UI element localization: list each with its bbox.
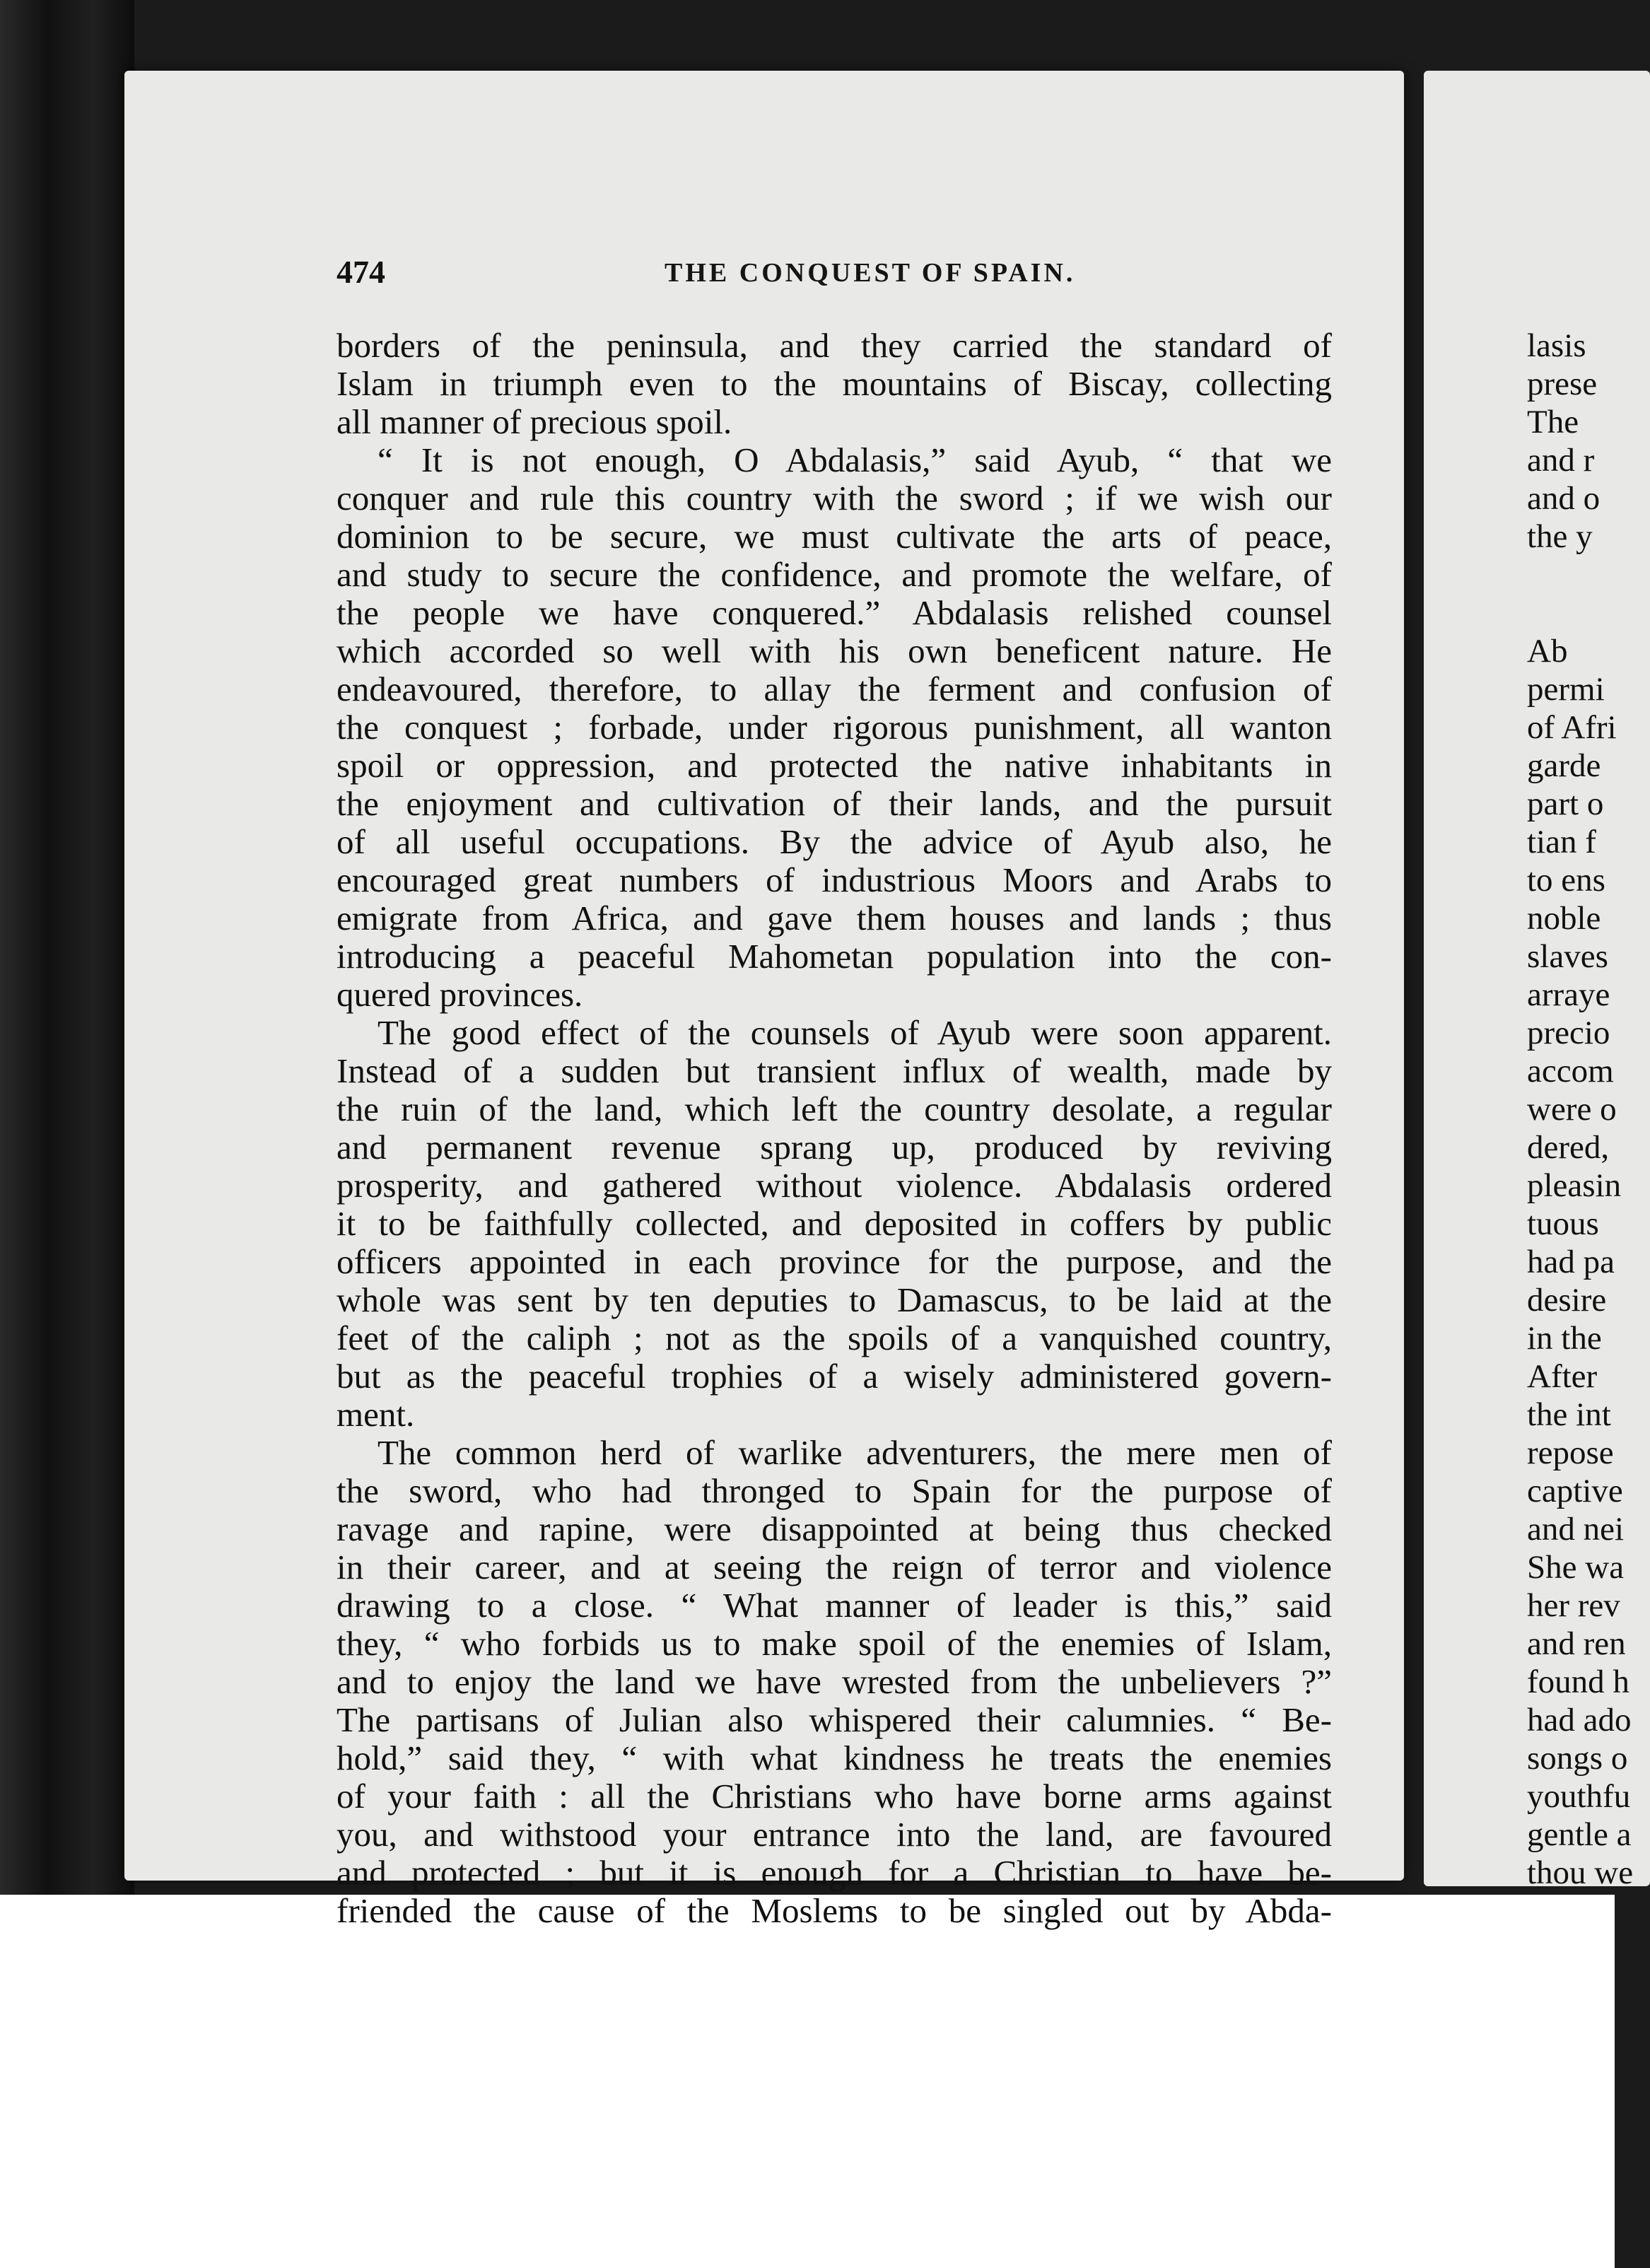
facing-line: desire [1527, 1282, 1607, 1319]
facing-line: and r [1527, 442, 1595, 479]
facing-line: arraye [1527, 976, 1610, 1013]
facing-page-text [1527, 327, 1634, 1892]
text-line: whole was sent by ten deputies to Damascus, to be laid at the [337, 1280, 1332, 1319]
text-line: which accorded so well with his own beneficent nature. He [337, 631, 1332, 670]
facing-line: gentle a [1527, 1816, 1632, 1853]
text-line: quered provinces. [337, 975, 583, 1014]
text-line: introducing a peaceful Mahometan population into the con- [337, 937, 1332, 976]
text-line: endeavoured, therefore, to allay the ferment and confusion of [337, 670, 1332, 708]
text-line: “ It is not enough, O Abdalasis,” said Ayub, “ that we [378, 440, 1332, 479]
facing-line: The [1527, 404, 1579, 440]
facing-line: of Afri [1527, 709, 1617, 746]
text-line: in their career, and at seeing the reign of terror and violence [337, 1548, 1332, 1586]
text-line: they, “ who forbids us to make spoil of the enemies of Islam, [337, 1624, 1332, 1663]
page-number: 474 [337, 254, 385, 290]
text-line: but as the peaceful trophies of a wisely administered govern- [337, 1357, 1332, 1396]
facing-line: prese [1527, 366, 1598, 402]
facing-line: had ado [1527, 1702, 1632, 1738]
facing-line: youthfu [1527, 1778, 1631, 1815]
text-line: The good effect of the counsels of Ayub were soon apparent. [378, 1013, 1332, 1052]
facing-line: garde [1527, 747, 1601, 784]
text-line: emigrate from Africa, and gave them houses and lands ; thus [337, 899, 1332, 937]
text-line: the conquest ; forbade, under rigorous punishment, all wanton [337, 708, 1332, 747]
facing-line: songs o [1527, 1740, 1628, 1777]
facing-line: lasis [1527, 327, 1586, 364]
facing-line: found h [1527, 1664, 1629, 1700]
text-line: dominion to be secure, we must cultivate the arts of peace, [337, 517, 1332, 556]
facing-line: thou we [1527, 1854, 1634, 1891]
text-line: officers appointed in each province for the purpose, and the [337, 1242, 1332, 1281]
text-line: The common herd of warlike adventurers, the mere men of [378, 1433, 1332, 1472]
text-line: Instead of a sudden but transient influx of wealth, made by [337, 1051, 1332, 1090]
text-line: borders of the peninsula, and they carried the standard of [337, 326, 1332, 365]
facing-line: and nei [1527, 1511, 1625, 1548]
text-line: encouraged great numbers of industrious Moors and Arabs to [337, 860, 1332, 899]
facing-line: and o [1527, 480, 1601, 517]
text-line: the people we have conquered.” Abdalasis relished counsel [337, 593, 1332, 632]
running-title: THE CONQUEST OF SPAIN. [665, 258, 1076, 288]
text-line: prosperity, and gathered without violence. Abdalasis ordered [337, 1166, 1332, 1205]
facing-line: dered, [1527, 1129, 1610, 1166]
text-line: The partisans of Julian also whispered their calumnies. “ Be- [337, 1700, 1332, 1739]
facing-line: her rev [1527, 1587, 1620, 1624]
text-line: ment. [337, 1395, 415, 1434]
facing-line: captive [1527, 1473, 1623, 1509]
facing-line: part o [1527, 785, 1604, 822]
facing-line: noble [1527, 900, 1601, 937]
text-line: feet of the caliph ; not as the spoils of a vanquished country, [337, 1319, 1332, 1357]
text-line: Islam in triumph even to the mountains of Biscay, collecting [337, 364, 1332, 403]
text-line: it to be faithfully collected, and deposited in coffers by public [337, 1204, 1332, 1243]
facing-line: the int [1527, 1396, 1611, 1433]
text-line: of your faith : all the Christians who have borne arms against [337, 1777, 1332, 1816]
running-head [211, 253, 1335, 296]
facing-line: to ens [1527, 862, 1605, 899]
text-line: spoil or oppression, and protected the native inhabitants in [337, 746, 1332, 785]
facing-line: and ren [1527, 1625, 1626, 1662]
facing-line: After [1527, 1358, 1598, 1395]
text-line: all manner of precious spoil. [337, 402, 732, 441]
facing-line: accom [1527, 1053, 1614, 1089]
text-line: the sword, who had thronged to Spain for the purpose of [337, 1471, 1332, 1510]
text-line: drawing to a close. “ What manner of leader is this,” said [337, 1586, 1332, 1625]
body-text [337, 327, 1332, 1930]
text-line: ravage and rapine, were disappointed at being thus checked [337, 1509, 1332, 1548]
facing-line: had pa [1527, 1244, 1615, 1280]
text-line: the ruin of the land, which left the country desolate, a regular [337, 1089, 1332, 1128]
text-line: and permanent revenue sprang up, produced by reviving [337, 1128, 1332, 1167]
facing-line: tian f [1527, 824, 1596, 860]
facing-line: permi [1527, 671, 1605, 708]
text-line: you, and withstood your entrance into the land, are favoured [337, 1815, 1332, 1854]
text-line: the enjoyment and cultivation of their lands, and the pursuit [337, 784, 1332, 823]
facing-line: in the [1527, 1320, 1602, 1357]
facing-line: the y [1527, 518, 1593, 555]
text-line: and study to secure the confidence, and promote the welfare, of [337, 555, 1332, 594]
facing-line: repose [1527, 1434, 1614, 1471]
facing-line: slaves [1527, 938, 1608, 975]
text-line: friended the cause of the Moslems to be singled out by Abda- [337, 1891, 1332, 1930]
text-line: hold,” said they, “ with what kindness he treats the enemies [337, 1738, 1332, 1777]
facing-line: tuous [1527, 1205, 1599, 1242]
facing-line: Ab [1527, 633, 1568, 670]
facing-line: pleasin [1527, 1167, 1622, 1204]
scan-margin [0, 1895, 1615, 2268]
facing-line: were o [1527, 1091, 1617, 1128]
text-line: and protected ; but it is enough for a Christian to have be- [337, 1853, 1332, 1892]
facing-line: She wa [1527, 1549, 1625, 1586]
text-line: conquer and rule this country with the sword ; if we wish our [337, 479, 1332, 518]
text-line: and to enjoy the land we have wrested from the unbelievers ?” [337, 1662, 1332, 1701]
text-line: of all useful occupations. By the advice of Ayub also, he [337, 822, 1332, 861]
facing-line: precio [1527, 1015, 1610, 1051]
